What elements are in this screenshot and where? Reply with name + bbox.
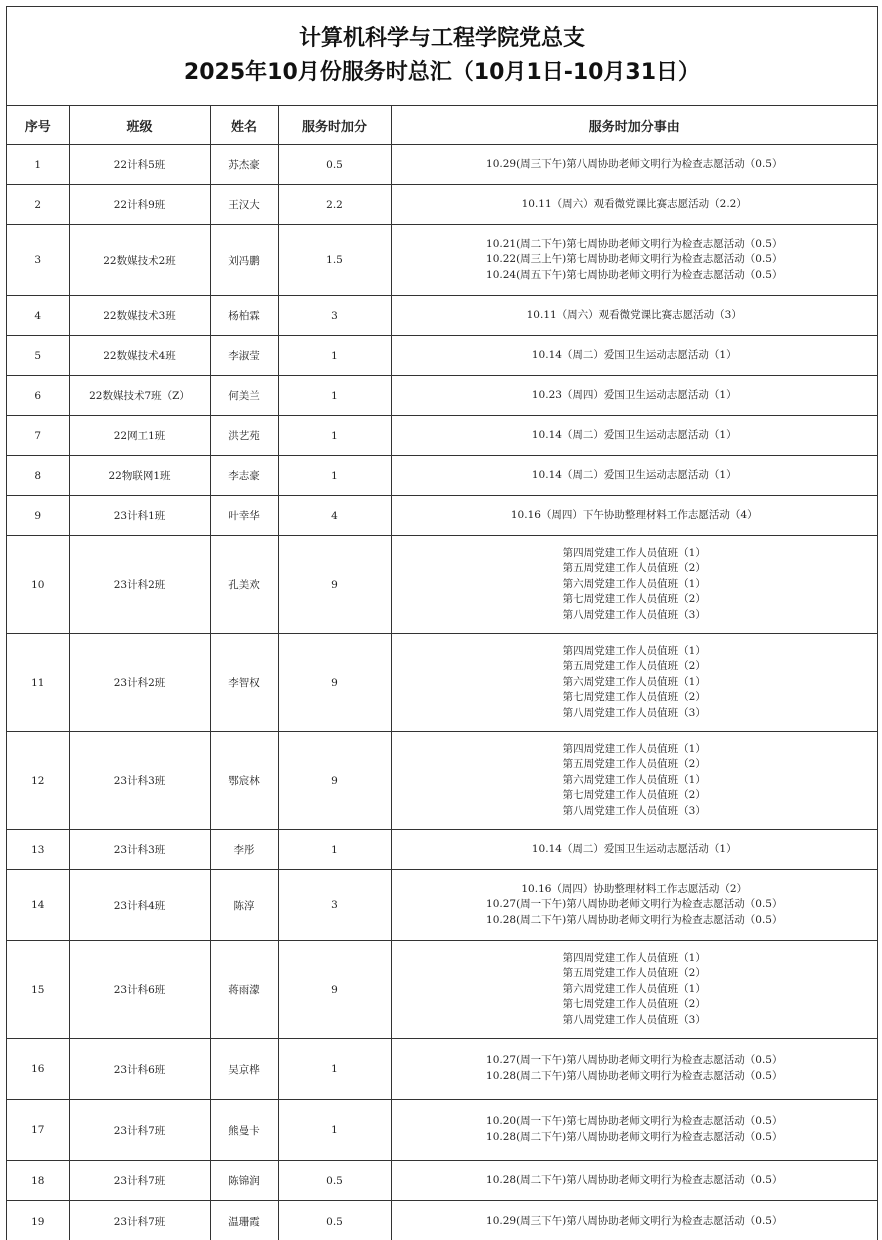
row-class: 23计科7班	[69, 1100, 210, 1161]
reason-line: 10.27(周一下午)第八周协助老师文明行为检查志愿活动（0.5）	[392, 1053, 878, 1069]
row-reasons	[391, 634, 877, 732]
header-no: 序号	[7, 106, 69, 145]
header-reason: 服务时加分事由	[391, 106, 877, 145]
reason-line: 第七周党建工作人员值班（2）	[392, 997, 878, 1013]
row-score: 1	[278, 336, 391, 376]
reason-line: 第八周党建工作人员值班（3）	[392, 608, 878, 624]
row-name: 李智权	[210, 634, 278, 732]
reason-line: 10.22(周三上午)第七周协助老师文明行为检查志愿活动（0.5）	[392, 252, 878, 268]
row-reasons	[391, 1039, 877, 1100]
row-class: 23计科7班	[69, 1201, 210, 1240]
row-no: 8	[7, 456, 69, 496]
row-reasons	[391, 185, 877, 225]
row-class: 22网工1班	[69, 416, 210, 456]
table-row	[7, 1039, 877, 1100]
row-score: 9	[278, 536, 391, 634]
row-no: 19	[7, 1201, 69, 1240]
row-reasons	[391, 496, 877, 536]
row-no: 7	[7, 416, 69, 456]
row-score: 1	[278, 416, 391, 456]
row-name: 刘冯鹏	[210, 225, 278, 296]
header-score: 服务时加分	[278, 106, 391, 145]
reason-line: 第六周党建工作人员值班（1）	[392, 675, 878, 691]
row-no: 16	[7, 1039, 69, 1100]
row-name: 何美兰	[210, 376, 278, 416]
reason-line: 第四周党建工作人员值班（1）	[392, 951, 878, 967]
row-class: 23计科4班	[69, 870, 210, 941]
row-class: 23计科2班	[69, 634, 210, 732]
title-block	[7, 7, 877, 106]
reason-line: 10.27(周一下午)第八周协助老师文明行为检查志愿活动（0.5）	[392, 897, 878, 913]
row-reasons	[391, 376, 877, 416]
reason-line: 10.14（周二）爱国卫生运动志愿活动（1）	[392, 842, 878, 858]
row-score: 2.2	[278, 185, 391, 225]
row-score: 9	[278, 732, 391, 830]
row-class: 23计科6班	[69, 1039, 210, 1100]
row-name: 李淑莹	[210, 336, 278, 376]
reason-line: 第五周党建工作人员值班（2）	[392, 561, 878, 577]
row-score: 9	[278, 634, 391, 732]
table-row	[7, 634, 877, 732]
row-name: 孔美欢	[210, 536, 278, 634]
table-body	[7, 145, 877, 1240]
row-no: 2	[7, 185, 69, 225]
row-no: 12	[7, 732, 69, 830]
row-reasons	[391, 296, 877, 336]
row-class: 22数媒技术4班	[69, 336, 210, 376]
table-row	[7, 732, 877, 830]
row-name: 苏杰豪	[210, 145, 278, 185]
reason-line: 10.29(周三下午)第八周协助老师文明行为检查志愿活动（0.5）	[392, 1214, 878, 1230]
row-name: 温珊霞	[210, 1201, 278, 1240]
row-score: 0.5	[278, 1201, 391, 1240]
row-no: 10	[7, 536, 69, 634]
row-score: 1	[278, 1100, 391, 1161]
reason-line: 10.14（周二）爱国卫生运动志愿活动（1）	[392, 468, 878, 484]
row-no: 5	[7, 336, 69, 376]
row-class: 22数媒技术3班	[69, 296, 210, 336]
reason-line: 第七周党建工作人员值班（2）	[392, 592, 878, 608]
row-score: 1	[278, 376, 391, 416]
table-row	[7, 1161, 877, 1201]
reason-line: 10.28(周二下午)第八周协助老师文明行为检查志愿活动（0.5）	[392, 1130, 878, 1146]
row-class: 23计科3班	[69, 732, 210, 830]
row-no: 1	[7, 145, 69, 185]
reason-line: 第五周党建工作人员值班（2）	[392, 757, 878, 773]
reason-line: 第六周党建工作人员值班（1）	[392, 773, 878, 789]
reason-line: 10.24(周五下午)第七周协助老师文明行为检查志愿活动（0.5）	[392, 268, 878, 284]
row-score: 1	[278, 830, 391, 870]
row-name: 杨柏霖	[210, 296, 278, 336]
reason-line: 第四周党建工作人员值班（1）	[392, 742, 878, 758]
reason-line: 10.11（周六）观看微党课比赛志愿活动（3）	[392, 308, 878, 324]
table-row	[7, 1201, 877, 1240]
row-score: 4	[278, 496, 391, 536]
reason-line: 10.28(周二下午)第八周协助老师文明行为检查志愿活动（0.5）	[392, 913, 878, 929]
reason-line: 第八周党建工作人员值班（3）	[392, 706, 878, 722]
row-no: 6	[7, 376, 69, 416]
table-row	[7, 456, 877, 496]
row-reasons	[391, 732, 877, 830]
row-class: 23计科7班	[69, 1161, 210, 1201]
service-hours-table	[7, 106, 877, 1240]
row-class: 23计科3班	[69, 830, 210, 870]
reason-line: 10.28(周二下午)第八周协助老师文明行为检查志愿活动（0.5）	[392, 1069, 878, 1085]
row-class: 22数媒技术7班（Z）	[69, 376, 210, 416]
row-score: 3	[278, 870, 391, 941]
row-reasons	[391, 225, 877, 296]
table-header-row	[7, 106, 877, 145]
reason-line: 10.29(周三下午)第八周协助老师文明行为检查志愿活动（0.5）	[392, 157, 878, 173]
table-row	[7, 496, 877, 536]
reason-line: 第四周党建工作人员值班（1）	[392, 644, 878, 660]
header-name: 姓名	[210, 106, 278, 145]
row-reasons	[391, 536, 877, 634]
reason-line: 第四周党建工作人员值班（1）	[392, 546, 878, 562]
row-name: 鄂宸林	[210, 732, 278, 830]
row-no: 11	[7, 634, 69, 732]
row-name: 熊曼卡	[210, 1100, 278, 1161]
row-score: 1	[278, 1039, 391, 1100]
row-name: 叶幸华	[210, 496, 278, 536]
title-line-1: 计算机科学与工程学院党总支	[299, 22, 585, 56]
row-class: 22物联网1班	[69, 456, 210, 496]
row-no: 3	[7, 225, 69, 296]
reason-line: 第六周党建工作人员值班（1）	[392, 577, 878, 593]
reason-line: 10.16（周四）协助整理材料工作志愿活动（2）	[392, 882, 878, 898]
row-name: 李志豪	[210, 456, 278, 496]
row-reasons	[391, 145, 877, 185]
reason-line: 第六周党建工作人员值班（1）	[392, 982, 878, 998]
row-no: 18	[7, 1161, 69, 1201]
row-no: 14	[7, 870, 69, 941]
row-reasons	[391, 870, 877, 941]
header-class: 班级	[69, 106, 210, 145]
reason-line: 第七周党建工作人员值班（2）	[392, 788, 878, 804]
reason-line: 第八周党建工作人员值班（3）	[392, 804, 878, 820]
table-row	[7, 536, 877, 634]
table-row	[7, 1100, 877, 1161]
row-no: 13	[7, 830, 69, 870]
reason-line: 10.23（周四）爱国卫生运动志愿活动（1）	[392, 388, 878, 404]
row-score: 0.5	[278, 1161, 391, 1201]
row-reasons	[391, 416, 877, 456]
row-no: 17	[7, 1100, 69, 1161]
row-reasons	[391, 1161, 877, 1201]
reason-line: 10.16（周四）下午协助整理材料工作志愿活动（4）	[392, 508, 878, 524]
row-reasons	[391, 830, 877, 870]
row-score: 3	[278, 296, 391, 336]
row-class: 23计科2班	[69, 536, 210, 634]
row-no: 15	[7, 941, 69, 1039]
reason-line: 10.11（周六）观看微党课比赛志愿活动（2.2）	[392, 197, 878, 213]
reason-line: 第五周党建工作人员值班（2）	[392, 966, 878, 982]
row-name: 吴京桦	[210, 1039, 278, 1100]
reason-line: 10.14（周二）爱国卫生运动志愿活动（1）	[392, 348, 878, 364]
summary-sheet	[6, 6, 878, 1240]
row-no: 9	[7, 496, 69, 536]
row-reasons	[391, 1100, 877, 1161]
row-score: 1.5	[278, 225, 391, 296]
reason-line: 第七周党建工作人员值班（2）	[392, 690, 878, 706]
title-line-2: 2025年10月份服务时总汇（10月1日-10月31日）	[184, 56, 700, 90]
row-class: 22计科5班	[69, 145, 210, 185]
row-name: 蒋雨濛	[210, 941, 278, 1039]
table-row	[7, 225, 877, 296]
row-name: 陈锦润	[210, 1161, 278, 1201]
table-row	[7, 145, 877, 185]
table-row	[7, 336, 877, 376]
table-row	[7, 416, 877, 456]
table-row	[7, 296, 877, 336]
reason-line: 10.28(周二下午)第八周协助老师文明行为检查志愿活动（0.5）	[392, 1173, 878, 1189]
row-reasons	[391, 456, 877, 496]
row-name: 洪艺苑	[210, 416, 278, 456]
row-score: 1	[278, 456, 391, 496]
row-score: 9	[278, 941, 391, 1039]
row-reasons	[391, 941, 877, 1039]
row-reasons	[391, 1201, 877, 1240]
table-row	[7, 941, 877, 1039]
table-row	[7, 376, 877, 416]
row-name: 李彤	[210, 830, 278, 870]
row-name: 陈淳	[210, 870, 278, 941]
row-class: 22计科9班	[69, 185, 210, 225]
table-row	[7, 870, 877, 941]
row-no: 4	[7, 296, 69, 336]
row-class: 23计科6班	[69, 941, 210, 1039]
reason-line: 10.21(周二下午)第七周协助老师文明行为检查志愿活动（0.5）	[392, 237, 878, 253]
table-row	[7, 185, 877, 225]
reason-line: 10.14（周二）爱国卫生运动志愿活动（1）	[392, 428, 878, 444]
reason-line: 10.20(周一下午)第七周协助老师文明行为检查志愿活动（0.5）	[392, 1114, 878, 1130]
row-reasons	[391, 336, 877, 376]
row-class: 22数媒技术2班	[69, 225, 210, 296]
row-score: 0.5	[278, 145, 391, 185]
reason-line: 第五周党建工作人员值班（2）	[392, 659, 878, 675]
row-name: 王汉大	[210, 185, 278, 225]
table-row	[7, 830, 877, 870]
row-class: 23计科1班	[69, 496, 210, 536]
reason-line: 第八周党建工作人员值班（3）	[392, 1013, 878, 1029]
